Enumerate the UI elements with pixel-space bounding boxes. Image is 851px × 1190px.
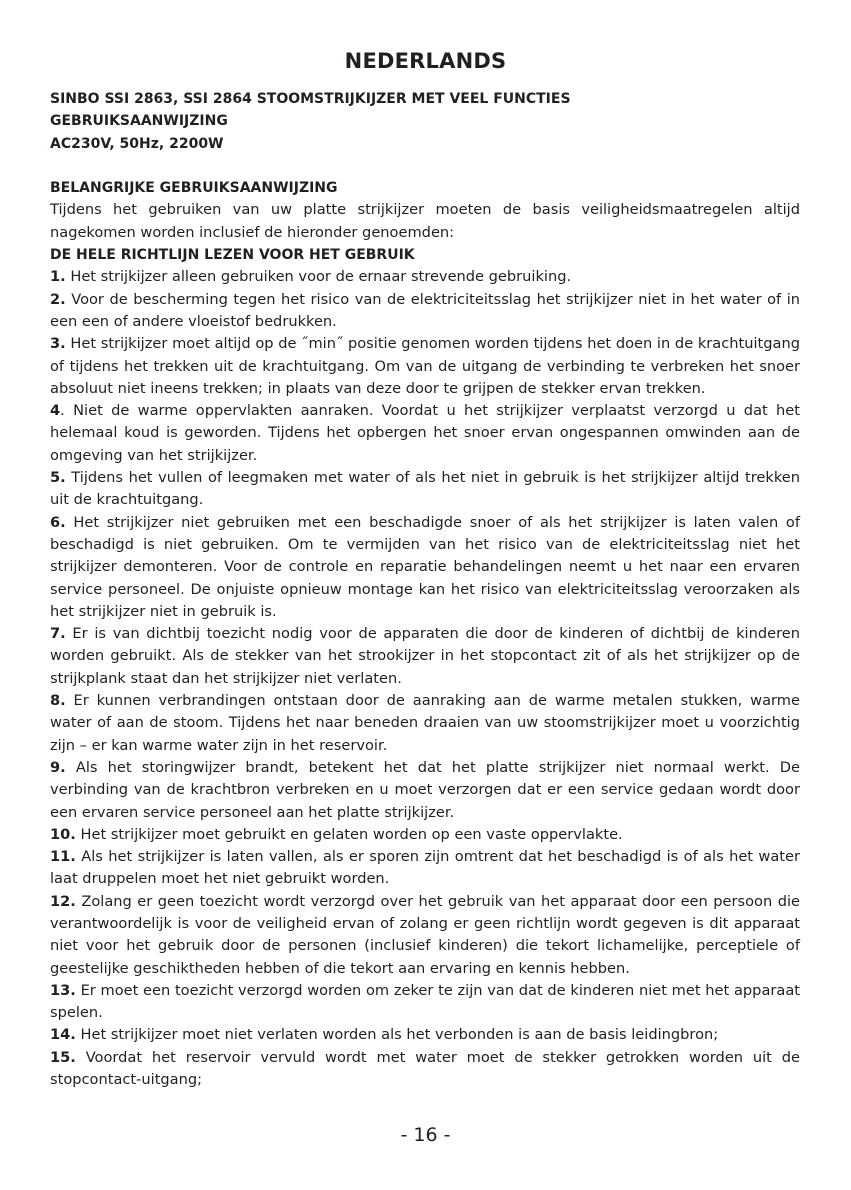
item-number: 10. <box>50 825 76 843</box>
item-text: Als het storingwijzer brandt, betekent het dat het platte strijkijzer niet normaal werkt. De verbinding van de krachtbron verbreken en u moet verzorgen dat er een service gedaan wordt door een ervaren service personeel aan het platte strijkijzer. <box>50 758 800 821</box>
item-number: 14. <box>50 1026 76 1044</box>
instruction-item <box>50 467 800 512</box>
instruction-item <box>50 333 800 400</box>
item-text: Het strijkijzer moet gebruikt en gelaten worden op een vaste oppervlakte. <box>75 825 623 843</box>
item-text: Voor de bescherming tegen het risico van de elektriciteitsslag het strijkijzer niet in het water of in een een of andere vloeistof bedrukken. <box>50 290 800 330</box>
item-text: Er kunnen verbrandingen ontstaan door de aanraking aan de warme metalen stukken, warme water of aan de stoom. Tijdens het naar beneden draaien van uw stoomstrijkijzer moet u voorzichtig zijn – er kan warme water zijn in het reservoir. <box>50 692 800 754</box>
item-text: Het strijkijzer niet gebruiken met een beschadigde snoer of als het strijkijzer is laten valen of beschadigd is niet gebruiken. Om te vermijden van het risico van de elektriciteitsslag niet het strijkijzer demonteren. Voor de controle en reparatie behandelingen neemt u het naar een ervaren service personeel. De onjuiste opnieuw montage kan het risico van elektriciteitsslag veroorzaken als het strijkijzer niet in gebruik is. <box>50 513 800 620</box>
item-text: Het strijkijzer moet niet verlaten worden als het verbonden is aan de basis leidingbron; <box>75 1026 719 1044</box>
section-title: BELANGRIJKE GEBRUIKSAANWIJZING <box>50 180 338 197</box>
section-intro: Tijdens het gebruiken van uw platte strijkijzer moeten de basis veiligheidsmaatregelen altijd nagekomen worden inclusief de hieronder genoemden: <box>50 201 800 241</box>
spacer <box>50 155 800 177</box>
instruction-item <box>50 289 800 334</box>
item-number: 11. <box>50 848 76 866</box>
instruction-item <box>50 824 800 846</box>
item-number: 15. <box>50 1048 76 1066</box>
section-subtitle: DE HELE RICHTLIJN LEZEN VOOR HET GEBRUIK <box>50 247 415 264</box>
item-text: . Niet de warme oppervlakten aanraken. Voordat u het strijkijzer verplaatst verzorgd u dat het helemaal koud is geworden. Tijdens het opbergen het snoer ervan ongespannen omwinden aan de omgeving van het strijkijzer. <box>50 402 800 464</box>
item-number: 8. <box>50 692 66 710</box>
item-number: 12. <box>50 892 76 910</box>
instruction-item <box>50 512 800 623</box>
item-number: 4 <box>50 402 61 420</box>
instruction-item <box>50 266 800 288</box>
page-number: - 16 - <box>400 1124 451 1146</box>
instruction-list <box>50 266 800 1091</box>
item-text: Voordat het reservoir vervuld wordt met water moet de stekker getrokken worden uit de stopcontact-uitgang; <box>50 1048 800 1089</box>
item-number: 5. <box>50 469 66 487</box>
instruction-item <box>50 623 800 690</box>
instruction-item <box>50 400 800 467</box>
item-text: Er is van dichtbij toezicht nodig voor de apparaten die door de kinderen of dichtbij de kinderen worden gebruikt. Als de stekker van het strookijzer in het stopcontact zit of als het strijkijzer op de strijkplank staat dan het strijkijzer niet verlaten. <box>50 625 800 687</box>
item-text: Tijdens het vullen of leegmaken met water of als het niet in gebruik is het strijkijzer altijd trekken uit de krachtuitgang. <box>50 469 800 509</box>
instruction-item <box>50 757 800 824</box>
document-type: GEBRUIKSAANWIJZING <box>50 113 228 130</box>
item-number: 6. <box>50 513 66 531</box>
item-number: 1. <box>50 268 66 286</box>
content <box>50 88 800 1091</box>
item-text: Het strijkijzer moet altijd op de ˝min˝ positie genomen worden tijdens het doen in de krachtuitgang of tijdens het trekken uit de krachtuitgang. Om van de uitgang de verbinding te verbreken het snoer absoluut niet ineens trekken; in plaats van deze door te grijpen de stekker ervan trekken. <box>50 335 800 397</box>
item-number: 9. <box>50 758 66 776</box>
item-text: Zolang er geen toezicht wordt verzorgd over het gebruik van het apparaat door een persoon die verantwoordelijk is voor de veiligheid ervan of zolang er geen richtlijn wordt gegeven is dit apparaat niet voor het gebruik door de personen (inclusief kinderen) die tekort lichamelijke, perceptiele of geestelijke geschiktheden hebben of die tekort aan ervaring en kennis hebben. <box>50 892 800 977</box>
instruction-item <box>50 980 800 1025</box>
item-number: 7. <box>50 625 66 643</box>
instruction-item <box>50 1024 800 1046</box>
item-number: 2. <box>50 290 66 308</box>
instruction-item <box>50 690 800 757</box>
instruction-item <box>50 891 800 980</box>
item-text: Het strijkijzer alleen gebruiken voor de ernaar strevende gebruiking. <box>65 268 572 286</box>
product-title: SINBO SSI 2863, SSI 2864 STOOMSTRIJKIJZER MET VEEL FUNCTIES <box>50 91 571 107</box>
item-text: Er moet een toezicht verzorgd worden om zeker te zijn van dat de kinderen niet met het apparaat spelen. <box>50 981 800 1022</box>
item-number: 3. <box>50 335 66 353</box>
language-heading: NEDERLANDS <box>344 49 507 73</box>
item-number: 13. <box>50 981 76 999</box>
instruction-item <box>50 1047 800 1092</box>
instruction-item <box>50 846 800 891</box>
power-spec: AC230V, 50Hz, 2200W <box>50 135 224 152</box>
item-text: Als het strijkijzer is laten vallen, als er sporen zijn omtrent dat het beschadigd is of als het water laat druppelen moet het niet gebruikt worden. <box>50 848 800 888</box>
